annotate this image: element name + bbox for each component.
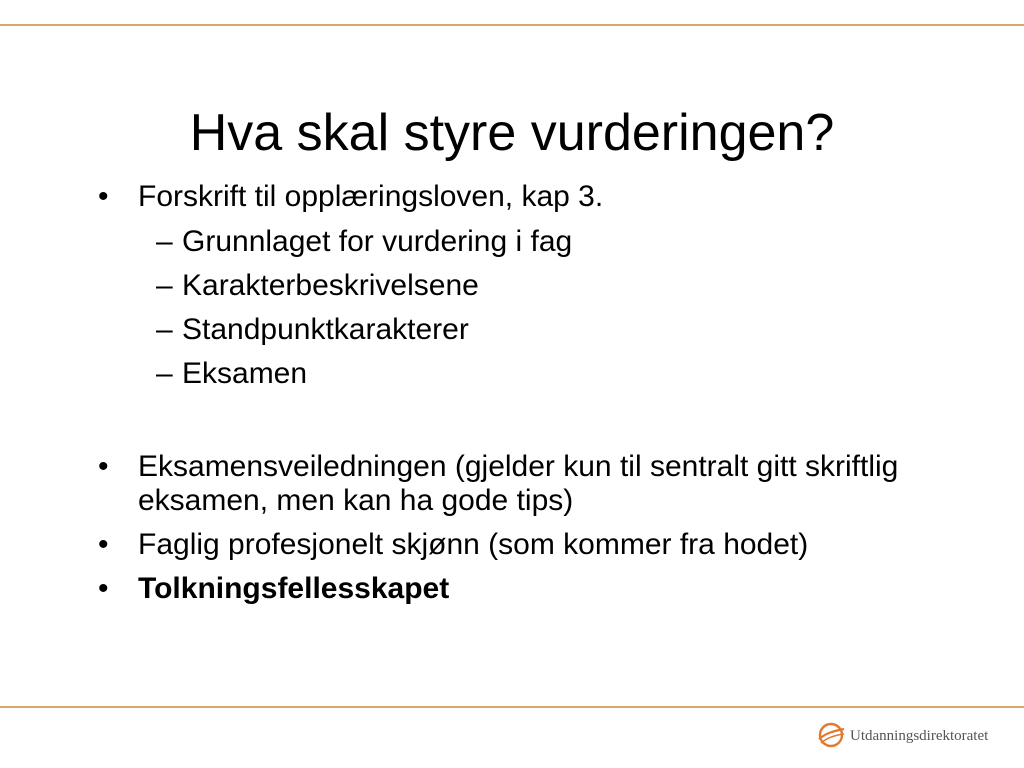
utdanningsdirektoratet-logo-icon <box>816 720 846 750</box>
sub-item-text: Standpunktkarakterer <box>182 313 469 346</box>
dash-marker: – <box>156 313 173 346</box>
bullet-text: Forskrift til opplæringsloven, kap 3. <box>138 180 604 213</box>
bullet-marker: • <box>98 180 109 213</box>
bullet-text: Faglig profesjonelt skjønn (som kommer fra hodet) <box>138 528 809 561</box>
sub-item <box>98 264 958 308</box>
dash-marker: – <box>156 357 173 390</box>
utdanningsdirektoratet-logo <box>816 716 1006 760</box>
bullet-marker: • <box>98 450 109 483</box>
bullet-text: Eksamensveiledningen (gjelder kun til sentralt gitt skriftlig eksamen, men kan ha gode tips) <box>138 450 899 517</box>
slide-title: Hva skal styre vurderingen? <box>189 104 835 162</box>
bullet-text: Tolkningsfellesskapet <box>138 572 450 605</box>
bullet-item <box>98 450 958 518</box>
dash-marker: – <box>156 269 173 302</box>
bullet-marker: • <box>98 528 109 561</box>
sub-item <box>98 220 958 264</box>
bottom-divider <box>0 706 1024 708</box>
sub-item-text: Eksamen <box>182 357 308 390</box>
bullet-item <box>98 180 958 214</box>
slide-content <box>98 180 958 606</box>
bullet-item <box>98 528 958 562</box>
bullet-marker: • <box>98 572 109 605</box>
logo-text: Utdanningsdirektoratet <box>850 728 989 744</box>
top-divider <box>0 24 1024 26</box>
dash-marker: – <box>156 225 173 258</box>
sub-item <box>98 352 958 396</box>
sub-item-text: Karakterbeskrivelsene <box>182 269 479 302</box>
sub-item <box>98 308 958 352</box>
sub-item-text: Grunnlaget for vurdering i fag <box>182 225 573 258</box>
bullet-item <box>98 572 958 606</box>
